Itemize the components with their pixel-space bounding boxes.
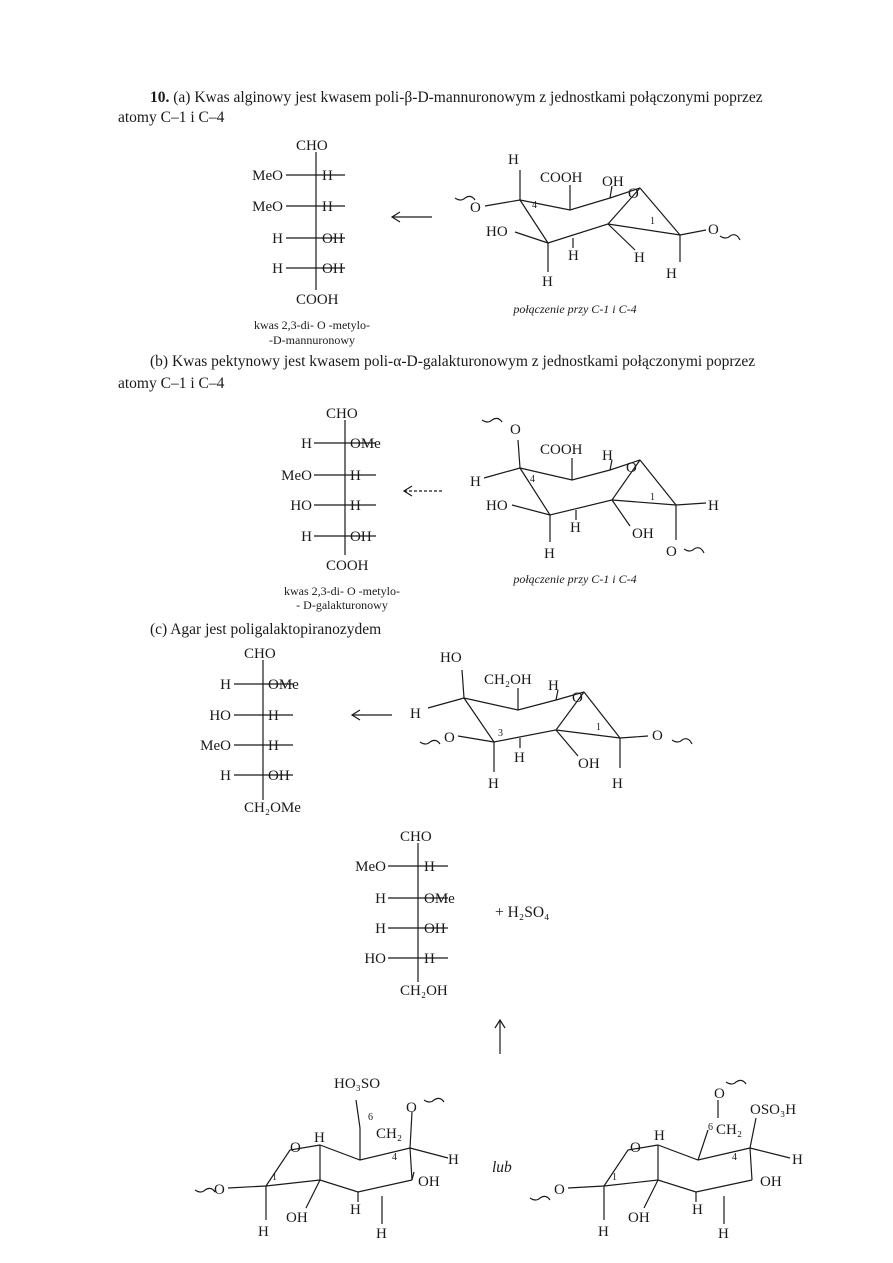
ring-c-h-top: H: [548, 678, 559, 694]
caption-b-fischer-2: - D-galakturonowy: [296, 598, 388, 612]
fischer-b-r4-right: OH: [350, 529, 372, 545]
ring-b-h-mid: H: [570, 520, 581, 536]
ring-c-ho-top: HO: [440, 650, 462, 666]
ring-b-labels: [470, 422, 719, 562]
fischer-b-text: [281, 406, 381, 574]
ring-c-labels: [410, 650, 663, 792]
ring-a-cooh: COOH: [540, 170, 583, 186]
ring-a-oh-top: OH: [602, 174, 624, 190]
fischer-d-r3-right: OH: [424, 921, 446, 937]
caption-a-fischer-1: kwas 2,3-di- O -metylo-: [254, 318, 370, 332]
ring-b-bonds: [482, 418, 706, 553]
ring-c-h-b1: H: [488, 776, 499, 792]
ring-d2-h-right: H: [792, 1152, 803, 1168]
ring-b-cooh: COOH: [540, 442, 583, 458]
ring-d2-h-b1: H: [598, 1224, 609, 1240]
ring-b-h-right: H: [708, 498, 719, 514]
arrow-up: [495, 1020, 505, 1054]
ring-d1-h-right: H: [448, 1152, 459, 1168]
fischer-a-r1-right: H: [322, 168, 333, 184]
ring-a-c4: 4: [532, 200, 537, 211]
ring-d1-c1: 1: [272, 1172, 277, 1183]
ring-d1-h-b1: H: [258, 1224, 269, 1240]
fischer-a-r1-left: MeO: [252, 168, 283, 184]
problem-number: 10.: [150, 89, 170, 106]
fischer-c-r1-left: H: [220, 677, 231, 693]
ring-d1-h-mid: H: [350, 1202, 361, 1218]
fischer-c-r3-left: MeO: [200, 738, 231, 754]
problem-c-line1: (c) Agar jest poligalaktopiranozydem: [150, 621, 382, 638]
ring-d1-bonds: [195, 1098, 448, 1224]
fischer-c-r4-left: H: [220, 768, 231, 784]
ring-a-ho: HO: [486, 224, 508, 240]
ring-c-c1: 1: [596, 722, 601, 733]
ring-b-ho: HO: [486, 498, 508, 514]
ring-a-top-h: H: [508, 152, 519, 168]
fischer-d-r1-left: MeO: [355, 859, 386, 875]
fischer-b-r2-right: H: [350, 468, 361, 484]
ring-a-h1: H: [568, 248, 579, 264]
caption-b-ring: połączenie przy C-1 i C-4: [513, 572, 637, 586]
fischer-c-r2-right: H: [268, 708, 279, 724]
ring-d2-oh-right: OH: [760, 1174, 782, 1190]
fischer-d-r4-left: HO: [364, 951, 386, 967]
fischer-b-r2-left: MeO: [281, 468, 312, 484]
plus-h2so4: + H₂SO₄: [495, 904, 550, 921]
ring-d2-c4: 4: [732, 1152, 737, 1163]
fischer-d-r2-right: OMe: [424, 891, 455, 907]
caption-b-fischer-1: kwas 2,3-di- O -metylo-: [284, 584, 400, 598]
fischer-d-r2-left: H: [375, 891, 386, 907]
ring-c-oh: OH: [578, 756, 600, 772]
fischer-b-top: CHO: [326, 406, 358, 422]
ring-a-labels: [470, 152, 719, 290]
fischer-b-bottom: COOH: [326, 558, 369, 574]
ring-d2-h-mid: H: [692, 1202, 703, 1218]
fischer-a-r3-left: H: [272, 231, 283, 247]
fischer-b-r4-left: H: [301, 529, 312, 545]
ring-d2-h-top: H: [654, 1128, 665, 1144]
fischer-b-r3-left: HO: [290, 498, 312, 514]
ring-d2-labels: [554, 1086, 803, 1242]
ring-a-h2: H: [634, 250, 645, 266]
ring-a-right-o: O: [708, 222, 719, 238]
fischer-b-r1-left: H: [301, 436, 312, 452]
ring-a-bonds: [455, 170, 740, 272]
ring-a-c1: 1: [650, 216, 655, 227]
ring-d2-top-o: O: [714, 1086, 725, 1102]
problem-b-line2: atomy C–1 i C–4: [118, 375, 225, 392]
fischer-c-r2-left: HO: [209, 708, 231, 724]
fischer-c-r3-right: H: [268, 738, 279, 754]
fischer-d-lines: [388, 843, 448, 982]
fischer-a-r2-left: MeO: [252, 199, 283, 215]
ring-c-right-o: O: [652, 728, 663, 744]
ring-d1-oh-right: OH: [418, 1174, 440, 1190]
ring-d1-hso3: HO₃SO: [334, 1076, 381, 1092]
arrow-a: [392, 212, 432, 222]
ring-d2-c1: 1: [612, 1172, 617, 1183]
fischer-d-text: [355, 829, 455, 999]
ring-c-h-b2: H: [612, 776, 623, 792]
fischer-c-bottom: CH₂OMe: [244, 800, 301, 816]
fischer-a-r4-left: H: [272, 261, 283, 277]
ring-b-c1: 1: [650, 492, 655, 503]
fischer-c-r4-right: OH: [268, 768, 290, 784]
caption-a-ring: połączenie przy C-1 i C-4: [513, 302, 637, 316]
ring-d2-h-b2: H: [718, 1226, 729, 1242]
ring-d2-oso3h: OSO₃H: [750, 1102, 797, 1118]
fischer-a-r4-right: OH: [322, 261, 344, 277]
ring-b-bot-o: O: [666, 544, 677, 560]
ring-d1-ring-o: O: [290, 1140, 301, 1156]
ring-b-c4: 4: [530, 474, 535, 485]
ring-c-ring-o: O: [572, 690, 583, 706]
ring-d2-oh-bot: OH: [628, 1210, 650, 1226]
ring-b-h-left: H: [470, 474, 481, 490]
ring-a-h4: H: [666, 266, 677, 282]
ring-d2-c6: 6: [708, 1122, 713, 1133]
fischer-d-r1-right: H: [424, 859, 435, 875]
fischer-c-text: [200, 646, 301, 816]
ring-c-h-mid: H: [514, 750, 525, 766]
fischer-a-r3-right: OH: [322, 231, 344, 247]
fischer-d-r3-left: H: [375, 921, 386, 937]
ring-d1-ch2: CH₂: [376, 1126, 403, 1142]
fischer-b-r3-right: H: [350, 498, 361, 514]
problem-a-line2: atomy C–1 i C–4: [118, 109, 225, 126]
ring-b-top-o: O: [510, 422, 521, 438]
fischer-d-top: CHO: [400, 829, 432, 845]
fischer-a-text: [252, 138, 344, 308]
caption-a-fischer-2: -D-mannuronowy: [269, 333, 355, 347]
ring-d1-labels: [214, 1076, 459, 1242]
ring-b-oh: OH: [632, 526, 654, 542]
ring-c-h-left: H: [410, 706, 421, 722]
ring-d1-oh-bot: OH: [286, 1210, 308, 1226]
ring-c-left-o: O: [444, 730, 455, 746]
fischer-c-top: CHO: [244, 646, 276, 662]
ring-d1-c6: 6: [368, 1112, 373, 1123]
fischer-c-r1-right: OMe: [268, 677, 299, 693]
ring-a-h3: H: [542, 274, 553, 290]
fischer-a-bottom: COOH: [296, 292, 339, 308]
ring-d1-c4: 4: [392, 1152, 397, 1163]
ring-b-h-bot: H: [544, 546, 555, 562]
arrow-c: [352, 710, 392, 720]
ring-d1-left-o: O: [214, 1182, 225, 1198]
ring-a-left-o: O: [470, 200, 481, 216]
ring-d1-h-b2: H: [376, 1226, 387, 1242]
ring-d2-ch2: CH₂: [716, 1122, 743, 1138]
fischer-a-r2-right: H: [322, 199, 333, 215]
caption-lub: lub: [492, 1159, 512, 1176]
ring-c-c3: 3: [498, 728, 503, 739]
problem-b-line1: (b) Kwas pektynowy jest kwasem poli-α-D-galakturonowym z jednostkami połączonymi poprzez: [150, 353, 756, 370]
ring-d1-h-top: H: [314, 1130, 325, 1146]
fischer-d-bottom: CH₂OH: [400, 983, 448, 999]
ring-c-ch2oh: CH₂OH: [484, 672, 532, 688]
fischer-d-r4-right: H: [424, 951, 435, 967]
ring-d2-ring-o: O: [630, 1140, 641, 1156]
ring-d2-left-o: O: [554, 1182, 565, 1198]
fischer-a-top: CHO: [296, 138, 328, 154]
ring-b-h-top: H: [602, 448, 613, 464]
ring-d1-top-o: O: [406, 1100, 417, 1116]
ring-b-ring-o: O: [626, 460, 637, 476]
fischer-b-r1-right: OMe: [350, 436, 381, 452]
problem-a-text: (a) Kwas alginowy jest kwasem poli-β-D-mannuronowym z jednostkami połączonymi poprzez: [173, 89, 763, 106]
ring-a-ring-o: O: [628, 186, 639, 202]
